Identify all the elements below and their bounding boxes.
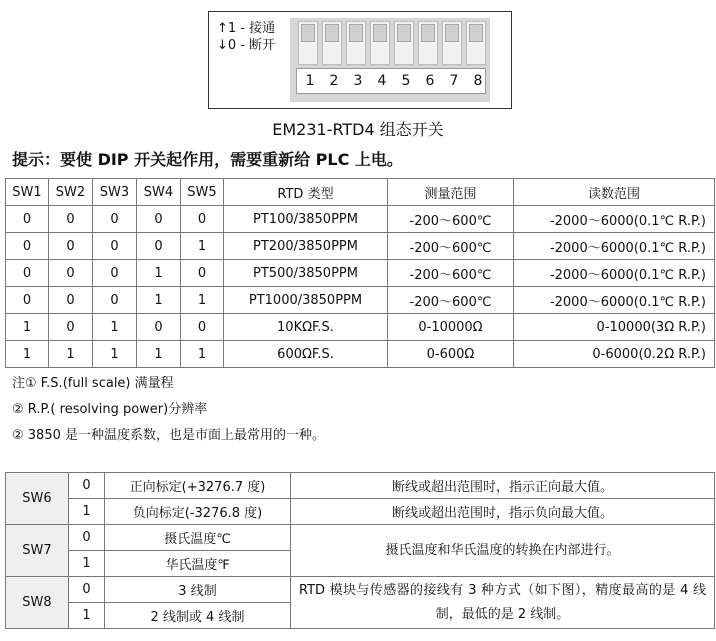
dip-slot-4 bbox=[370, 21, 390, 65]
table-cell: 0 bbox=[137, 314, 181, 341]
header-cell: SW1 bbox=[6, 179, 49, 206]
sw8-label: SW8 bbox=[6, 577, 69, 629]
table-cell: 1 bbox=[93, 314, 137, 341]
table-row bbox=[6, 341, 715, 368]
table-cell: 1 bbox=[181, 287, 224, 314]
note-temperature-coefficient: ② 3850 是一种温度系数，也是市面上最常用的一种。 bbox=[12, 428, 326, 443]
table-cell: 3 线制 bbox=[105, 577, 291, 603]
table-cell: 0 bbox=[137, 206, 181, 233]
header-cell: 读数范围 bbox=[514, 179, 715, 206]
table-cell: 断线或超出范围时，指示负向最大值。 bbox=[291, 499, 715, 525]
notes bbox=[12, 371, 325, 449]
sw6-label: SW6 bbox=[6, 473, 69, 525]
table-row bbox=[6, 314, 715, 341]
table-cell: 1 bbox=[69, 551, 105, 577]
dip-number: 8 bbox=[473, 73, 483, 89]
table-cell: -2000～6000(0.1℃ R.P.) bbox=[514, 287, 715, 314]
table-cell: 0 bbox=[49, 233, 93, 260]
table-cell: 0 bbox=[181, 206, 224, 233]
table-cell: 0 bbox=[93, 287, 137, 314]
dip-knob bbox=[349, 24, 363, 42]
table-cell: 600ΩF.S. bbox=[224, 341, 388, 368]
table-cell: 0 bbox=[49, 287, 93, 314]
table-cell: 0 bbox=[6, 206, 49, 233]
legend-off: ↓0 - 断开 bbox=[217, 38, 276, 53]
table-cell: 10KΩF.S. bbox=[224, 314, 388, 341]
header-cell: 测量范围 bbox=[388, 179, 514, 206]
table-cell: 0 bbox=[93, 206, 137, 233]
table-row bbox=[6, 260, 715, 287]
note-full-scale: 注① F.S.(full scale) 满量程 bbox=[12, 376, 174, 391]
sw7-label: SW7 bbox=[6, 525, 69, 577]
table-cell: 0 bbox=[69, 577, 105, 603]
dip-slot-7 bbox=[442, 21, 462, 65]
table-row bbox=[6, 233, 715, 260]
table-cell: 1 bbox=[6, 314, 49, 341]
table-cell: -2000～6000(0.1℃ R.P.) bbox=[514, 206, 715, 233]
dip-number: 4 bbox=[377, 73, 387, 89]
table-cell: 0 bbox=[93, 260, 137, 287]
table-cell: 1 bbox=[137, 287, 181, 314]
table-cell: 1 bbox=[69, 499, 105, 525]
table-row bbox=[6, 499, 715, 525]
dip-legend bbox=[217, 20, 275, 54]
table-row bbox=[6, 473, 715, 499]
table-cell: -200～600℃ bbox=[388, 206, 514, 233]
table-cell: -200～600℃ bbox=[388, 260, 514, 287]
table-cell: 0 bbox=[6, 260, 49, 287]
dip-knob bbox=[373, 24, 387, 42]
dip-slot-5 bbox=[394, 21, 414, 65]
table-cell: PT1000/3850PPM bbox=[224, 287, 388, 314]
table-row bbox=[6, 206, 715, 233]
table-cell: 0 bbox=[6, 233, 49, 260]
table-cell: 华氏温度℉ bbox=[105, 551, 291, 577]
table-cell: 0 bbox=[49, 314, 93, 341]
dip-number-strip bbox=[296, 68, 486, 94]
header-cell: SW3 bbox=[93, 179, 137, 206]
table-cell: 1 bbox=[137, 341, 181, 368]
table-cell: 正向标定(+3276.7 度) bbox=[105, 473, 291, 499]
table-cell: PT500/3850PPM bbox=[224, 260, 388, 287]
table-cell: 负向标定(-3276.8 度) bbox=[105, 499, 291, 525]
dip-knob bbox=[325, 24, 339, 42]
table-cell: -2000～6000(0.1℃ R.P.) bbox=[514, 233, 715, 260]
header-cell: RTD 类型 bbox=[224, 179, 388, 206]
table-cell: 摄氏温度和华氏温度的转换在内部进行。 bbox=[291, 525, 715, 577]
table-header-row bbox=[6, 179, 715, 206]
table-cell: -2000～6000(0.1℃ R.P.) bbox=[514, 260, 715, 287]
dip-number: 7 bbox=[449, 73, 459, 89]
table-cell: 断线或超出范围时，指示正向最大值。 bbox=[291, 473, 715, 499]
rtd-type-table bbox=[5, 178, 715, 368]
dip-number: 5 bbox=[401, 73, 411, 89]
table-cell: 0 bbox=[49, 206, 93, 233]
table-cell: 0 bbox=[69, 525, 105, 551]
header-cell: SW2 bbox=[49, 179, 93, 206]
dip-slot-6 bbox=[418, 21, 438, 65]
header-cell: SW5 bbox=[181, 179, 224, 206]
note-resolving-power: ② R.P.( resolving power)分辨率 bbox=[12, 402, 208, 417]
legend-on: ↑1 - 接通 bbox=[217, 21, 276, 36]
table-row bbox=[6, 577, 715, 603]
table-row bbox=[6, 287, 715, 314]
table-cell: 0-600Ω bbox=[388, 341, 514, 368]
dip-number: 2 bbox=[329, 73, 339, 89]
dip-knob bbox=[421, 24, 435, 42]
table-cell: 0 bbox=[181, 314, 224, 341]
table-cell: 0 bbox=[49, 260, 93, 287]
dip-slot-8 bbox=[466, 21, 486, 65]
dip-knob bbox=[397, 24, 411, 42]
dip-number: 1 bbox=[305, 73, 315, 89]
header-cell: SW4 bbox=[137, 179, 181, 206]
table-cell: 1 bbox=[137, 260, 181, 287]
dip-switch-figure bbox=[208, 11, 512, 109]
table-cell: 0-10000(3Ω R.P.) bbox=[514, 314, 715, 341]
table-cell: PT200/3850PPM bbox=[224, 233, 388, 260]
table-cell: -200～600℃ bbox=[388, 233, 514, 260]
dip-number: 6 bbox=[425, 73, 435, 89]
switch-settings-table bbox=[5, 472, 715, 629]
table-cell: 0 bbox=[69, 473, 105, 499]
table-cell: RTD 模块与传感器的接线有 3 种方式（如下图），精度最高的是 4 线制，最低的是 2 线制。 bbox=[291, 577, 715, 629]
figure-caption: EM231-RTD4 组态开关 bbox=[272, 120, 444, 139]
table-cell: 2 线制或 4 线制 bbox=[105, 603, 291, 629]
table-cell: 0-6000(0.2Ω R.P.) bbox=[514, 341, 715, 368]
dip-number: 3 bbox=[353, 73, 363, 89]
dip-switch-body bbox=[290, 18, 490, 102]
dip-slot-3 bbox=[346, 21, 366, 65]
dip-knob bbox=[469, 24, 483, 42]
dip-knob bbox=[445, 24, 459, 42]
table-cell: 1 bbox=[49, 341, 93, 368]
dip-slot-1 bbox=[298, 21, 318, 65]
table-cell: 0 bbox=[137, 233, 181, 260]
table-cell: 1 bbox=[181, 233, 224, 260]
dip-slot-2 bbox=[322, 21, 342, 65]
table-row bbox=[6, 525, 715, 551]
table-cell: 1 bbox=[69, 603, 105, 629]
table-cell: 1 bbox=[6, 341, 49, 368]
table-cell: 1 bbox=[181, 341, 224, 368]
table-cell: 1 bbox=[93, 341, 137, 368]
table-cell: 0 bbox=[93, 233, 137, 260]
table-cell: 0 bbox=[181, 260, 224, 287]
tip-text: 提示：要使 DIP 开关起作用，需要重新给 PLC 上电。 bbox=[12, 150, 403, 169]
table-cell: PT100/3850PPM bbox=[224, 206, 388, 233]
dip-knob bbox=[301, 24, 315, 42]
table-cell: 摄氏温度℃ bbox=[105, 525, 291, 551]
table-cell: -200～600℃ bbox=[388, 287, 514, 314]
table-cell: 0-10000Ω bbox=[388, 314, 514, 341]
table-cell: 0 bbox=[6, 287, 49, 314]
